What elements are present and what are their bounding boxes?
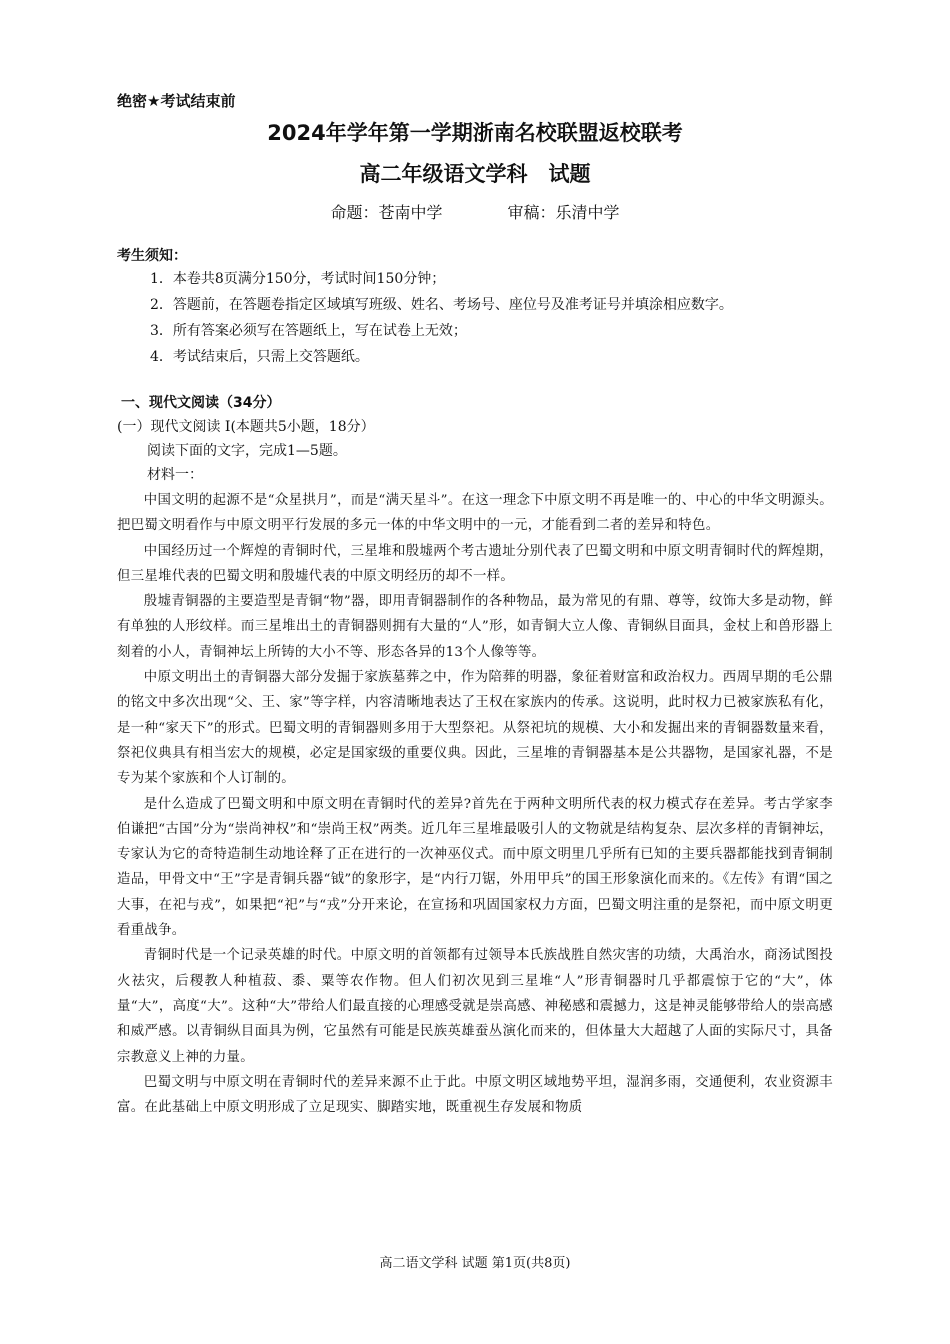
author: 命题：苍南中学 (330, 203, 443, 222)
paragraph: 中国经历过一个辉煌的青铜时代，三星堆和殷墟两个考古遗址分别代表了巴蜀文明和中原文明青铜时代的辉煌期，但三星堆代表的巴蜀文明和殷墟代表的中原文明经历的却不一样。 (117, 543, 833, 584)
page-footer: 高二语文学科 试题 第1页(共8页) (379, 1256, 571, 1271)
paragraph: 青铜时代是一个记录英雄的时代。中原文明的首领都有过领导本氏族战胜自然灾害的功绩，大禹治水，商汤试图投火祛灾，后稷教人种植菽、黍、粟等农作物。但人们初次见到三星堆“人”形青铜器时几乎都震惊于它的“大”，体量“大”，高度“大”。这种“大”带给人们最直接的心理感受就是崇高感、神秘感和震撼力，这是神灵能够带给人的崇高感和威严感。以青铜纵目面具为例，它虽然有可能是民族英雄蚕丛演化而来的，但体量大大超越了人面的实际尺寸，具备宗教意义上神的力量。 (117, 948, 833, 1065)
instruction: 阅读下面的文字，完成1—5题。 (147, 443, 347, 459)
notice-item: 3．所有答案必须写在答题纸上，写在试卷上无效； (150, 323, 467, 339)
paragraph: 殷墟青铜器的主要造型是青铜“物”器，即用青铜器制作的各种物品，最为常见的有鼎、尊等，纹饰大多是动物，鲜有单独的人形纹样。而三星堆出土的青铜器则拥有大量的“人”形，如青铜大立人像、青铜纵目面具，金杖上和兽形器上刻着的小人，青铜神坛上所铸的大小不等、形态各异的13个人像等等。 (117, 594, 833, 660)
notice-item: 4．考试结束后，只需上交答题纸。 (150, 349, 369, 365)
paragraph: 巴蜀文明与中原文明在青铜时代的差异来源不止于此。中原文明区域地势平坦，湿润多雨，交通便利，农业资源丰富。在此基础上中原文明形成了立足现实、脚踏实地，既重视生存发展和物质 (117, 1074, 833, 1116)
reading-passage (117, 488, 833, 1120)
paragraph: 中原文明出土的青铜器大部分发掘于家族墓葬之中，作为陪葬的明器，象征着财富和政治权力。西周早期的毛公鼎的铭文中多次出现“父、王、家”等字样，内容清晰地表达了王权在家族内的传承。这说明，此时权力已被家族私有化，是一种“家天下”的形式。巴蜀文明的青铜器则多用于大型祭祀。从祭祀坑的规模、大小和发掘出来的青铜器数量来看，祭祀仪典具有相当宏大的规模，必定是国家级的重要仪典。因此，三星堆的青铜器基本是公共器物，是国家礼器，不是专为某个家族和个人订制的。 (117, 670, 833, 787)
notice-heading: 考生须知： (117, 248, 187, 264)
section-subheading: (一）现代文阅读 I(本题共5小题，18分） (117, 419, 375, 435)
notice-item: 2．答题前，在答题卷指定区域填写班级、姓名、考场号、座位号及准考证号并填涂相应数字。 (150, 297, 733, 313)
author-line (0, 200, 950, 223)
exam-title: 2024年学年第一学期浙南名校联盟返校联考 (267, 121, 683, 145)
paragraph: 是什么造成了巴蜀文明和中原文明在青铜时代的差异?首先在于两种文明所代表的权力模式存在差异。考古学家李伯谦把“古国”分为“崇尚神权”和“崇尚王权”两类。近几年三星堆最吸引人的文物就是结构复杂、层次多样的青铜神坛，专家认为它的奇特造制生动地诠释了正在进行的一次神巫仪式。而中原文明里几乎所有已知的主要兵器都能找到青铜制造品，甲骨文中“王”字是青铜兵器“钺”的象形字，是“内行刀锯，外用甲兵”的国王形象演化而来的。《左传》有谓“国之大事，在祀与戎”，如果把“祀”与“戎”分开来论，在宣扬和巩固国家权力方面，巴蜀文明注重的是祭祀，而中原文明更看重战争。 (117, 796, 833, 939)
material-label: 材料一： (147, 467, 203, 483)
paragraph: 中国文明的起源不是“众星拱月”，而是“满天星斗”。在这一理念下中原文明不再是唯一的、中心的中华文明源头。把巴蜀文明看作与中原文明平行发展的多元一体的中华文明中的一元，才能看到二者的差异和特色。 (117, 493, 833, 534)
notice-list (150, 266, 733, 370)
notice-item: 1．本卷共8页满分150分，考试时间150分钟； (150, 271, 446, 287)
reviewer: 审稿：乐清中学 (507, 203, 620, 222)
confidential-mark: 绝密★考试结束前 (117, 92, 236, 110)
section-heading: 一、现代文阅读（34分） (121, 395, 281, 411)
exam-subtitle: 高二年级语文学科 试题 (359, 162, 591, 186)
